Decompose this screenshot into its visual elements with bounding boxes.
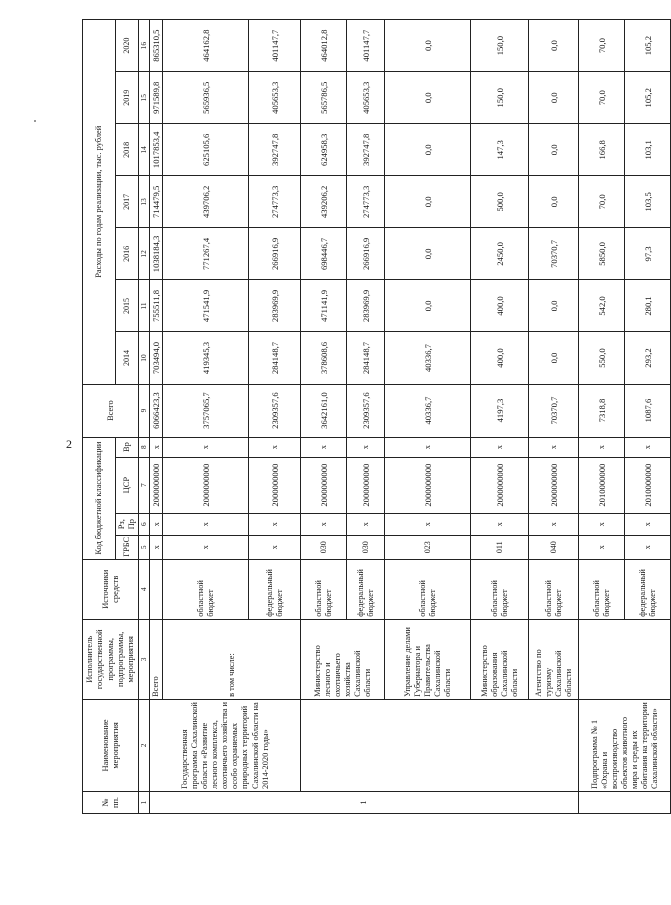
csr-cell: 2000000000 bbox=[529, 457, 579, 513]
rzpr-cell: х bbox=[529, 513, 579, 535]
grbs-cell: х bbox=[625, 535, 671, 559]
grbs-cell: 040 bbox=[529, 535, 579, 559]
year-value-cell: 405653,3 bbox=[347, 72, 385, 124]
rzpr-cell: х bbox=[579, 513, 625, 535]
header-years: Расходы по годам реализации, тыс. рублей bbox=[83, 20, 116, 385]
rzpr-cell: х bbox=[301, 513, 347, 535]
rzpr-cell: х bbox=[471, 513, 529, 535]
csr-cell: 2000000000 bbox=[150, 457, 163, 513]
csr-cell: 2010000000 bbox=[579, 457, 625, 513]
year-value-cell: 166,8 bbox=[579, 124, 625, 176]
csr-cell: 2000000000 bbox=[471, 457, 529, 513]
year-value-cell: 0,0 bbox=[529, 332, 579, 384]
year-value-cell: 464012,8 bbox=[301, 20, 347, 72]
subprogram-executor-empty bbox=[579, 619, 671, 699]
year-value-cell: 755511,8 bbox=[150, 280, 163, 332]
year-value-cell: 103,5 bbox=[625, 176, 671, 228]
vr-cell: х bbox=[529, 437, 579, 457]
year-value-cell: 150,0 bbox=[471, 72, 529, 124]
year-value-cell: 971589,8 bbox=[150, 72, 163, 124]
csr-cell: 2000000000 bbox=[385, 457, 471, 513]
grbs-cell: х bbox=[249, 535, 301, 559]
header-num: № пп. bbox=[83, 791, 139, 813]
rzpr-cell: х bbox=[625, 513, 671, 535]
year-value-cell: 1038184,3 bbox=[150, 228, 163, 280]
year-value-cell: 771267,4 bbox=[163, 228, 249, 280]
header-year: 2019 bbox=[116, 72, 139, 124]
total-cell: 70370,7 bbox=[529, 384, 579, 437]
source-cell: федеральный бюджет bbox=[625, 559, 671, 619]
year-value-cell: 70,0 bbox=[579, 20, 625, 72]
grbs-cell: х bbox=[163, 535, 249, 559]
year-value-cell: 70,0 bbox=[579, 176, 625, 228]
column-number: 7 bbox=[139, 457, 150, 513]
total-cell: 40336,7 bbox=[385, 384, 471, 437]
grbs-cell: 030 bbox=[347, 535, 385, 559]
table-row bbox=[579, 20, 625, 814]
csr-cell: 2000000000 bbox=[301, 457, 347, 513]
year-value-cell: 624958,3 bbox=[301, 124, 347, 176]
header-year: 2020 bbox=[116, 20, 139, 72]
year-value-cell: 266916,9 bbox=[347, 228, 385, 280]
column-number: 8 bbox=[139, 437, 150, 457]
year-value-cell: 266916,9 bbox=[249, 228, 301, 280]
year-value-cell: 401147,7 bbox=[347, 20, 385, 72]
source-cell: федеральный бюджет bbox=[347, 559, 385, 619]
column-number: 13 bbox=[139, 176, 150, 228]
year-value-cell: 284148,7 bbox=[347, 332, 385, 384]
grbs-cell: 023 bbox=[385, 535, 471, 559]
rzpr-cell: х bbox=[150, 513, 163, 535]
executor-cell: Министерство лесного и охотничьего хозяйства Сахалинской области bbox=[301, 619, 385, 699]
table-row bbox=[150, 20, 163, 814]
year-value-cell: 40336,7 bbox=[385, 332, 471, 384]
program-number: 1 bbox=[150, 791, 579, 813]
vr-cell: х bbox=[625, 437, 671, 457]
source-cell: областной бюджет bbox=[385, 559, 471, 619]
year-value-cell: 439706,2 bbox=[163, 176, 249, 228]
year-value-cell: 0,0 bbox=[385, 124, 471, 176]
column-number: 15 bbox=[139, 72, 150, 124]
header-year: 2018 bbox=[116, 124, 139, 176]
year-value-cell: 378608,6 bbox=[301, 332, 347, 384]
year-value-cell: 0,0 bbox=[385, 20, 471, 72]
source-cell bbox=[150, 559, 163, 619]
total-cell: 3642161,0 bbox=[301, 384, 347, 437]
year-value-cell: 542,0 bbox=[579, 280, 625, 332]
year-value-cell: 714479,5 bbox=[150, 176, 163, 228]
year-value-cell: 0,0 bbox=[529, 72, 579, 124]
source-cell: областной бюджет bbox=[579, 559, 625, 619]
total-cell: 2309357,6 bbox=[249, 384, 301, 437]
year-value-cell: 865310,5 bbox=[150, 20, 163, 72]
column-number: 3 bbox=[139, 619, 150, 699]
header-source: Источники средств bbox=[83, 559, 139, 619]
year-value-cell: 0,0 bbox=[385, 228, 471, 280]
executor-cell: Всего bbox=[150, 619, 163, 699]
rzpr-cell: х bbox=[163, 513, 249, 535]
header-grbs: ГРБС bbox=[116, 535, 139, 559]
year-value-cell: 698446,7 bbox=[301, 228, 347, 280]
year-value-cell: 0,0 bbox=[529, 124, 579, 176]
year-value-cell: 419345,3 bbox=[163, 332, 249, 384]
year-value-cell: 70370,7 bbox=[529, 228, 579, 280]
header-total: Всего bbox=[83, 384, 139, 437]
csr-cell: 2000000000 bbox=[347, 457, 385, 513]
year-value-cell: 0,0 bbox=[529, 176, 579, 228]
executor-cell: Агентство по туризму Сахалинской области bbox=[529, 619, 579, 699]
scan-speck bbox=[34, 120, 36, 122]
year-value-cell: 2450,0 bbox=[471, 228, 529, 280]
year-value-cell: 103,1 bbox=[625, 124, 671, 176]
header-executor: Исполнитель государственной программы, подпрограммы, мероприятия bbox=[83, 619, 139, 699]
total-cell: 1087,6 bbox=[625, 384, 671, 437]
page-number: 2 bbox=[66, 437, 72, 451]
header-kbk: Код бюджетной классификации bbox=[83, 437, 116, 559]
source-cell: областной бюджет bbox=[529, 559, 579, 619]
executor-cell: Управление делами Губернатора и Правительства Сахалинской области bbox=[385, 619, 471, 699]
vr-cell: х bbox=[347, 437, 385, 457]
executor-cell: Министерство образования Сахалинской области bbox=[471, 619, 529, 699]
year-value-cell: 274773,3 bbox=[249, 176, 301, 228]
year-value-cell: 0,0 bbox=[385, 280, 471, 332]
year-value-cell: 401147,7 bbox=[249, 20, 301, 72]
year-value-cell: 97,3 bbox=[625, 228, 671, 280]
year-value-cell: 283969,9 bbox=[347, 280, 385, 332]
year-value-cell: 471141,9 bbox=[301, 280, 347, 332]
vr-cell: х bbox=[301, 437, 347, 457]
year-value-cell: 150,0 bbox=[471, 20, 529, 72]
year-value-cell: 439206,2 bbox=[301, 176, 347, 228]
rotated-table-wrapper bbox=[82, 19, 660, 814]
grbs-cell: 011 bbox=[471, 535, 529, 559]
year-value-cell: 70,0 bbox=[579, 72, 625, 124]
year-value-cell: 625105,6 bbox=[163, 124, 249, 176]
header-year: 2016 bbox=[116, 228, 139, 280]
year-value-cell: 1017853,4 bbox=[150, 124, 163, 176]
column-number: 6 bbox=[139, 513, 150, 535]
year-value-cell: 565786,5 bbox=[301, 72, 347, 124]
total-cell: 7318,8 bbox=[579, 384, 625, 437]
source-cell: областной бюджет bbox=[163, 559, 249, 619]
subprogram-name: Подпрограмма № 1 «Охрана и воспроизводство объектов животного мира и среды их обитания на территории Сахалинской области» bbox=[579, 699, 671, 791]
year-value-cell: 405653,3 bbox=[249, 72, 301, 124]
vr-cell: х bbox=[385, 437, 471, 457]
year-value-cell: 471541,9 bbox=[163, 280, 249, 332]
header-rzpr: Рз, Пр bbox=[116, 513, 139, 535]
year-value-cell: 147,3 bbox=[471, 124, 529, 176]
year-value-cell: 284148,7 bbox=[249, 332, 301, 384]
year-value-cell: 392747,8 bbox=[249, 124, 301, 176]
header-vr: Вр bbox=[116, 437, 139, 457]
year-value-cell: 0,0 bbox=[529, 20, 579, 72]
csr-cell: 2000000000 bbox=[163, 457, 249, 513]
source-cell: областной бюджет bbox=[471, 559, 529, 619]
vr-cell: х bbox=[150, 437, 163, 457]
executor-cell: в том числе: bbox=[163, 619, 301, 699]
column-number: 11 bbox=[139, 280, 150, 332]
csr-cell: 2010000000 bbox=[625, 457, 671, 513]
year-value-cell: 565936,5 bbox=[163, 72, 249, 124]
year-value-cell: 105,2 bbox=[625, 72, 671, 124]
year-value-cell: 400,0 bbox=[471, 332, 529, 384]
program-name: Государственная программа Сахалинской области «Развитие лесного комплекса, охотничьего хозяйства и особо охраняемых природных территорий Сахалинской области на 2014-2020 годы» bbox=[150, 699, 301, 791]
column-number-row bbox=[139, 20, 150, 814]
header-year: 2017 bbox=[116, 176, 139, 228]
table-row bbox=[301, 20, 347, 814]
total-cell: 6066423,3 bbox=[150, 384, 163, 437]
rzpr-cell: х bbox=[347, 513, 385, 535]
year-value-cell: 105,2 bbox=[625, 20, 671, 72]
year-value-cell: 550,0 bbox=[579, 332, 625, 384]
header-year: 2014 bbox=[116, 332, 139, 384]
vr-cell: х bbox=[471, 437, 529, 457]
column-number: 12 bbox=[139, 228, 150, 280]
csr-cell: 2000000000 bbox=[249, 457, 301, 513]
table-row bbox=[471, 20, 529, 814]
column-number: 14 bbox=[139, 124, 150, 176]
year-value-cell: 280,1 bbox=[625, 280, 671, 332]
header-year: 2015 bbox=[116, 280, 139, 332]
vr-cell: х bbox=[249, 437, 301, 457]
year-value-cell: 293,2 bbox=[625, 332, 671, 384]
year-value-cell: 703494,0 bbox=[150, 332, 163, 384]
table-row bbox=[163, 20, 249, 814]
column-number: 10 bbox=[139, 332, 150, 384]
rzpr-cell: х bbox=[385, 513, 471, 535]
rzpr-cell: х bbox=[249, 513, 301, 535]
header-csr: ЦСР bbox=[116, 457, 139, 513]
year-value-cell: 274773,3 bbox=[347, 176, 385, 228]
column-number: 1 bbox=[139, 791, 150, 813]
table-row bbox=[529, 20, 579, 814]
source-cell: федеральный бюджет bbox=[249, 559, 301, 619]
header-name: Наименование мероприятия bbox=[83, 699, 139, 791]
total-cell: 2309357,6 bbox=[347, 384, 385, 437]
year-value-cell: 400,0 bbox=[471, 280, 529, 332]
column-number: 16 bbox=[139, 20, 150, 72]
total-cell: 4197,3 bbox=[471, 384, 529, 437]
column-number: 9 bbox=[139, 384, 150, 437]
column-number: 4 bbox=[139, 559, 150, 619]
year-value-cell: 0,0 bbox=[385, 72, 471, 124]
grbs-cell: 030 bbox=[301, 535, 347, 559]
year-value-cell: 0,0 bbox=[529, 280, 579, 332]
source-cell: областной бюджет bbox=[301, 559, 347, 619]
year-value-cell: 464162,8 bbox=[163, 20, 249, 72]
year-value-cell: 5850,0 bbox=[579, 228, 625, 280]
column-number: 5 bbox=[139, 535, 150, 559]
year-value-cell: 500,0 bbox=[471, 176, 529, 228]
vr-cell: х bbox=[163, 437, 249, 457]
total-cell: 3757065,7 bbox=[163, 384, 249, 437]
subprogram-number-empty bbox=[579, 791, 671, 813]
column-number: 2 bbox=[139, 699, 150, 791]
year-value-cell: 283969,9 bbox=[249, 280, 301, 332]
table-row bbox=[385, 20, 471, 814]
year-value-cell: 0,0 bbox=[385, 176, 471, 228]
grbs-cell: х bbox=[150, 535, 163, 559]
budget-table bbox=[82, 19, 671, 814]
program-name-empty bbox=[301, 699, 579, 791]
vr-cell: х bbox=[579, 437, 625, 457]
year-value-cell: 392747,8 bbox=[347, 124, 385, 176]
grbs-cell: х bbox=[579, 535, 625, 559]
